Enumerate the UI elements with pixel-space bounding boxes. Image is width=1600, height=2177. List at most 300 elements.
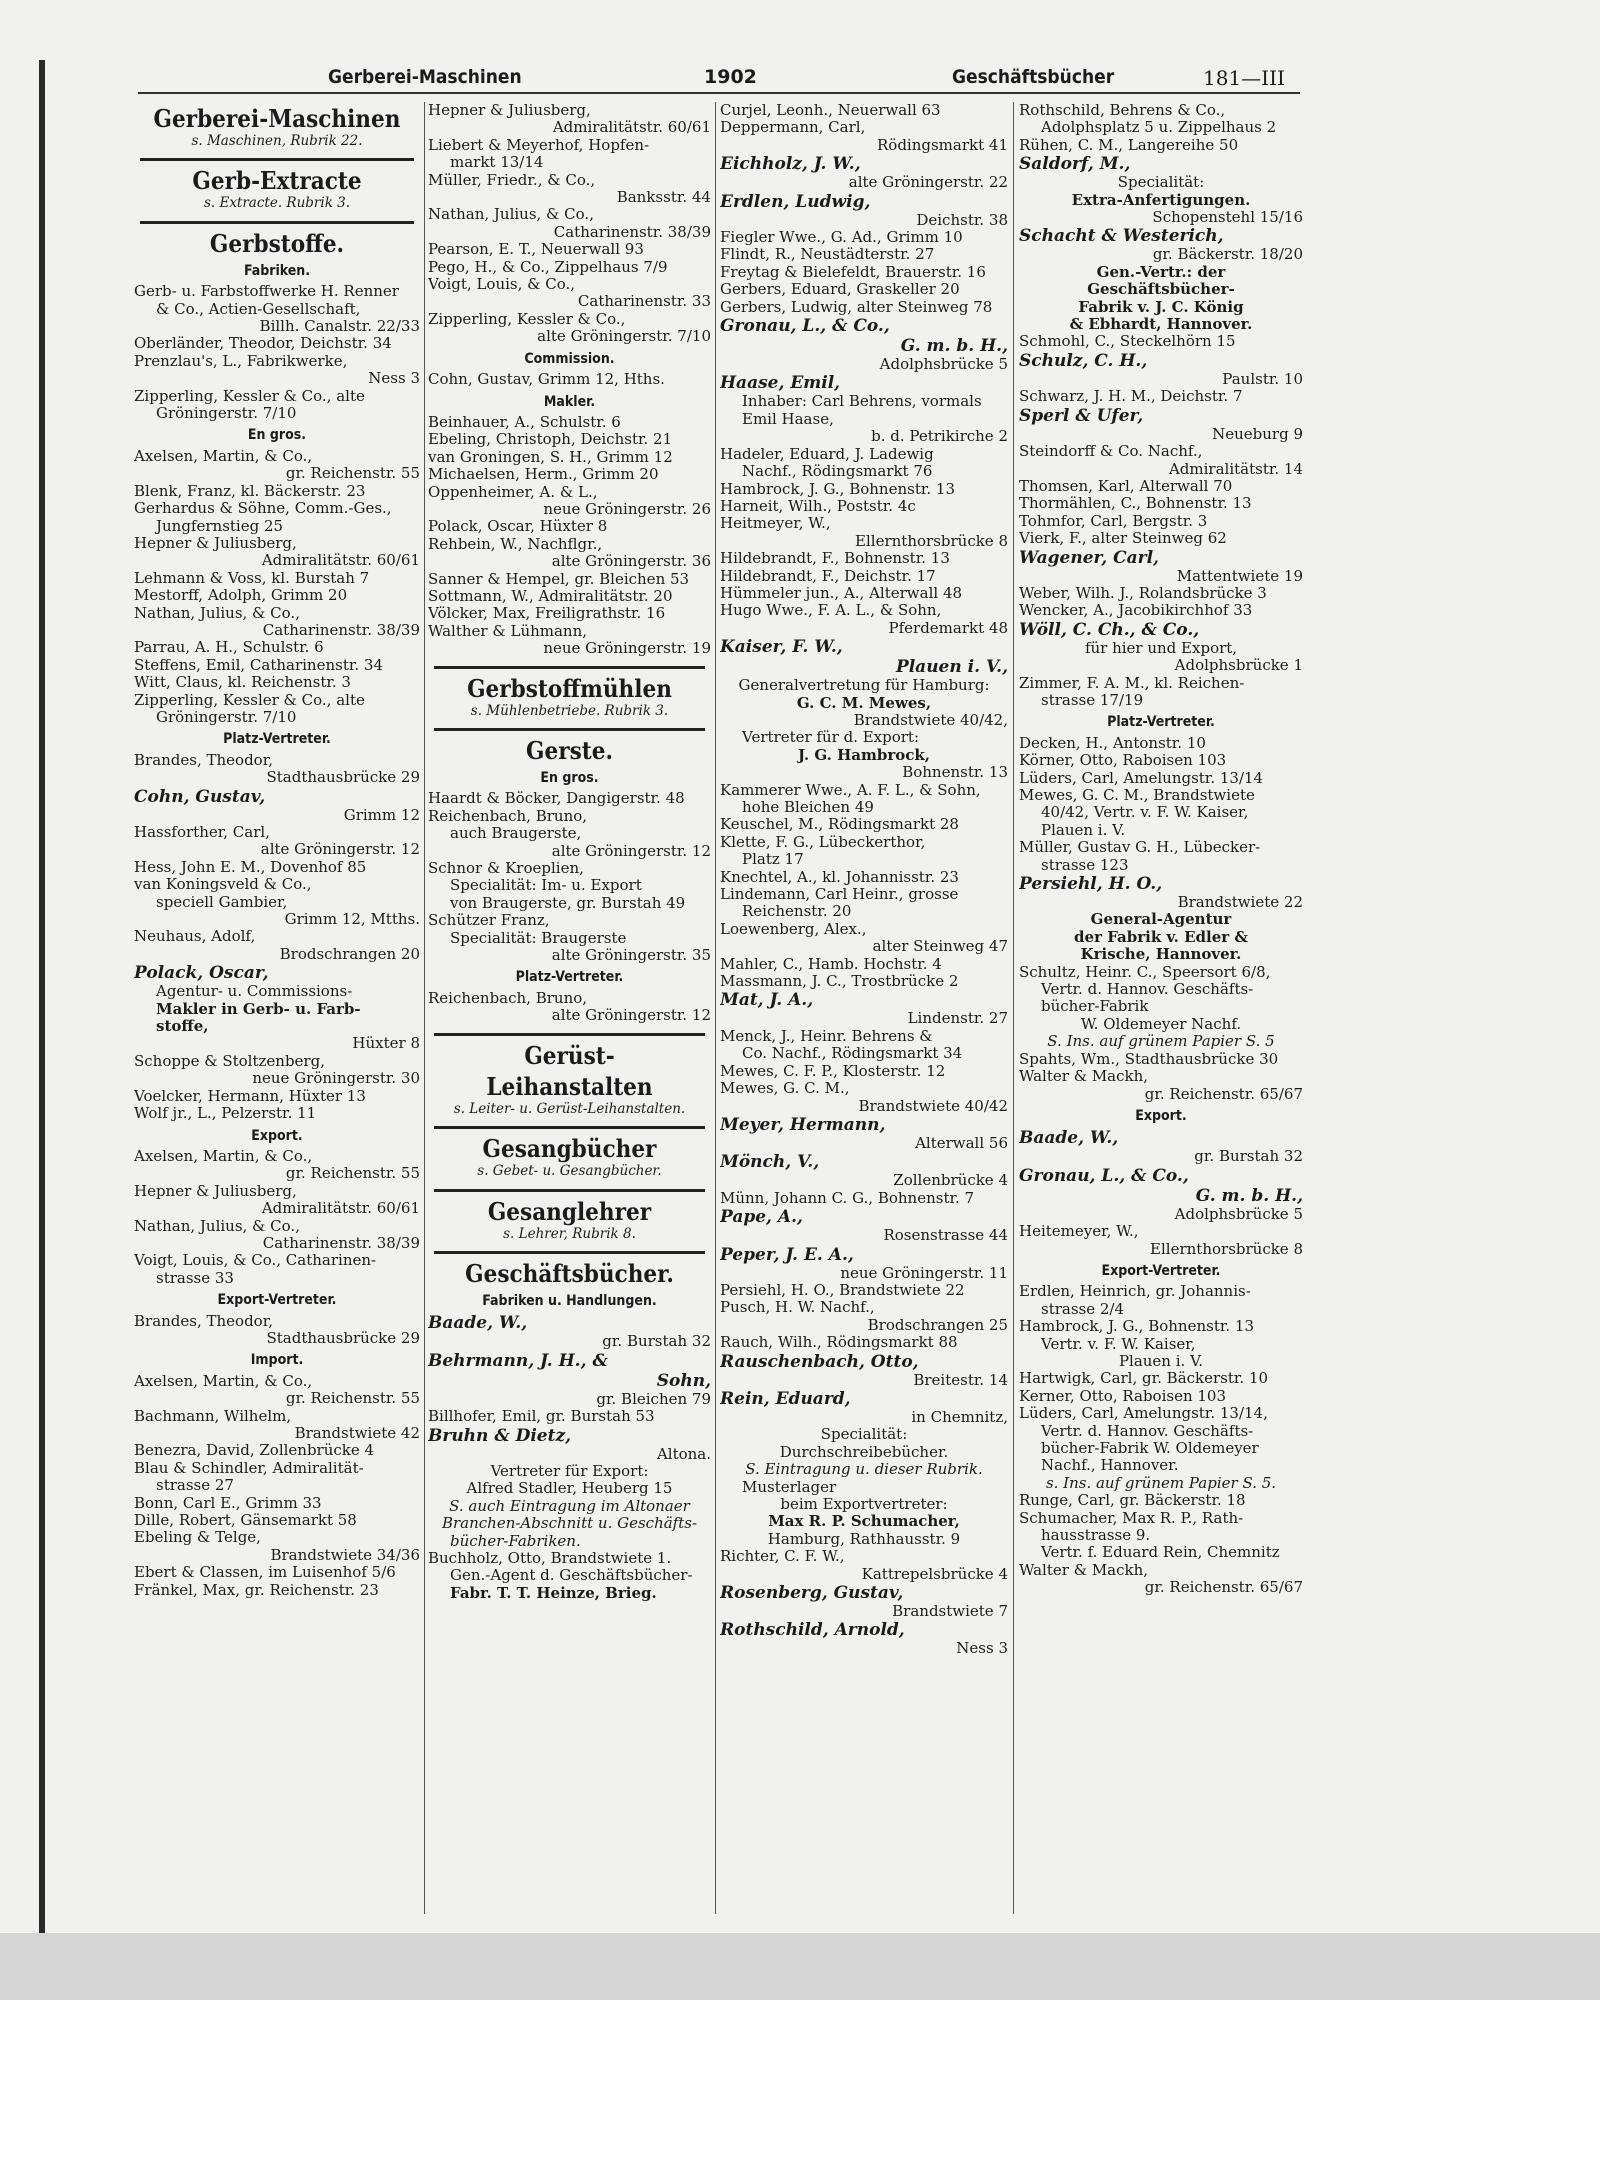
entry-line: Zipperling, Kessler & Co., [428, 310, 626, 328]
entry-line: Klette, F. G., Lübeckerthor, [720, 833, 926, 851]
entry-line: Zipperling, Kessler & Co., alte [134, 691, 365, 709]
entry-line: Stadthausbrücke 29 [266, 1329, 420, 1347]
column-divider [715, 102, 716, 1914]
entry-line: Grimm 12, Mtths. [284, 911, 420, 929]
entry-line: Körner, Otto, Raboisen 103 [1019, 752, 1227, 770]
entry-line: Neuhaus, Adolf, [134, 928, 256, 946]
section-rule [434, 1251, 705, 1254]
cross-reference-note: s. Maschinen, Rubrik 22. [191, 133, 363, 149]
entry-line: Fabr. T. T. Heinze, Brieg. [450, 1584, 657, 1602]
firm-name: Sperl & Ufer, [1019, 405, 1144, 426]
entry-line: Axelsen, Martin, & Co., [134, 447, 313, 465]
firm-name: Sohn, [656, 1370, 711, 1391]
entry-line: Alterwall 56 [915, 1134, 1008, 1152]
entry-line: Breitestr. 14 [913, 1371, 1008, 1389]
subsection-heading: En gros. [540, 770, 599, 786]
entry-line: Nathan, Julius, & Co., [428, 206, 594, 224]
entry-line: Reichenstr. 20 [742, 903, 852, 921]
section-rule [434, 1189, 705, 1192]
entry-line: Gröningerstr. 7/10 [156, 405, 297, 423]
entry-line: gr. Reichenstr. 55 [285, 1165, 420, 1183]
entry-line: Catharinenstr. 38/39 [262, 621, 420, 639]
entry-line: Brandstwiete 34/36 [270, 1546, 420, 1564]
entry-line: alte Gröningerstr. 35 [551, 947, 711, 965]
entry-line: Lindenstr. 27 [907, 1010, 1008, 1028]
firm-name: Rauschenbach, Otto, [720, 1351, 919, 1372]
entry-line: Hamburg, Rathhausstr. 9 [767, 1530, 961, 1548]
page-number: 181—III [1203, 66, 1285, 90]
entry-line: Decken, H., Antonstr. 10 [1019, 734, 1206, 752]
entry-line: Münn, Johann C. G., Bohnenstr. 7 [720, 1189, 975, 1207]
entry-line: Gen.-Agent d. Geschäftsbücher- [450, 1567, 693, 1585]
entry-line: General-Agentur [1090, 911, 1232, 929]
entry-line: G. C. M. Mewes, [796, 694, 932, 712]
entry-line: Pferdemarkt 48 [888, 619, 1008, 637]
header-rule [138, 92, 1300, 94]
entry-line: Nathan, Julius, & Co., [134, 1217, 300, 1235]
entry-line: Richter, C. F. W., [720, 1548, 845, 1566]
entry-line: strasse 33 [156, 1269, 234, 1287]
entry-line: neue Gröningerstr. 11 [840, 1264, 1008, 1282]
entry-line: Thomsen, Karl, Alterwall 70 [1019, 477, 1233, 495]
entry-line: Stadthausbrücke 29 [266, 769, 420, 787]
section-title: Geschäftsbücher. [465, 1258, 674, 1288]
entry-line: Ebert & Classen, im Luisenhof 5/6 [134, 1564, 396, 1582]
entry-line: Ness 3 [368, 370, 420, 388]
firm-name: Kaiser, F. W., [720, 637, 843, 658]
entry-line: Blenk, Franz, kl. Bäckerstr. 23 [134, 482, 366, 500]
entry-line: Branchen-Abschnitt u. Geschäfts- [441, 1515, 698, 1533]
entry-line: W. Oldemeyer Nachf. [1080, 1015, 1242, 1033]
firm-name: Haase, Emil, [720, 373, 841, 394]
subsection-heading: Commission. [524, 350, 615, 367]
entry-line: Müller, Gustav G. H., Lübecker- [1019, 839, 1261, 857]
section-title: Gerbstoffe. [209, 228, 345, 258]
entry-line: Wolf jr., L., Pelzerstr. 11 [134, 1105, 317, 1123]
subsection-heading: En gros. [247, 427, 307, 444]
entry-line: Wencker, A., Jacobikirchhof 33 [1019, 602, 1253, 620]
entry-line: Hess, John E. M., Dovenhof 85 [134, 858, 367, 876]
entry-line: Adolphsbrücke 5 [879, 356, 1008, 374]
entry-line: Brandes, Theodor, [134, 751, 274, 769]
entry-line: Durchschreibebücher. [779, 1443, 949, 1461]
entry-line: Vertreter für d. Export: [742, 729, 920, 747]
entry-line: Plauen i. V. [1118, 1352, 1204, 1370]
section-title: Gerste. [526, 736, 613, 765]
entry-line: Mahler, C., Hamb. Hochstr. 4 [720, 955, 942, 973]
entry-line: beim Exportvertreter: [780, 1496, 948, 1513]
entry-line: Kattrepelsbrücke 4 [861, 1565, 1008, 1583]
entry-line: Admiralitätstr. 60/61 [552, 119, 711, 137]
entry-line: Blau & Schindler, Admiralität- [134, 1459, 364, 1477]
entry-line: Benezra, David, Zollenbrücke 4 [134, 1442, 375, 1460]
entry-line: Heitemeyer, W., [1019, 1223, 1139, 1241]
entry-line: Sottmann, W., Admiralitätstr. 20 [428, 587, 673, 605]
entry-line: Knechtel, A., kl. Johannisstr. 23 [720, 868, 959, 886]
entry-line: Nachf., Hannover. [1041, 1457, 1179, 1475]
entry-line: Michaelsen, Herm., Grimm 20 [428, 466, 659, 484]
firm-name: Eichholz, J. W., [720, 154, 861, 175]
entry-line: Massmann, J. C., Trostbrücke 2 [720, 973, 959, 991]
entry-line: Hepner & Juliusberg, [428, 102, 591, 119]
subsection-heading: Platz-Vertreter. [515, 969, 624, 986]
entry-line: bücher-Fabrik [1041, 998, 1149, 1016]
entry-line: Haardt & Böcker, Dangigerstr. 48 [428, 790, 685, 808]
entry-line: Erdlen, Heinrich, gr. Johannis- [1019, 1283, 1251, 1301]
entry-line: Banksstr. 44 [616, 189, 711, 207]
entry-line: Pusch, H. W. Nachf., [720, 1299, 875, 1317]
entry-line: Menck, J., Heinr. Behrens & [720, 1027, 933, 1045]
entry-line: Brodschrangen 25 [867, 1316, 1008, 1334]
entry-line: Voigt, Louis, & Co., [428, 276, 576, 294]
entry-line: Bohnenstr. 13 [902, 764, 1008, 782]
entry-line: Lüders, Carl, Amelungstr. 13/14, [1019, 1405, 1268, 1423]
entry-line: Mewes, C. F. P., Klosterstr. 12 [720, 1062, 946, 1080]
entry-line: alte Gröningerstr. 12 [260, 841, 420, 859]
entry-line: Beinhauer, A., Schulstr. 6 [428, 413, 621, 431]
entry-line: Axelsen, Martin, & Co., [134, 1147, 313, 1165]
entry-line: gr. Bleichen 79 [596, 1390, 711, 1408]
entry-line: Hartwigk, Carl, gr. Bäckerstr. 10 [1019, 1370, 1269, 1388]
subsection-heading: Makler. [543, 393, 596, 410]
entry-line: Oppenheimer, A. & L., [428, 483, 598, 501]
header-right-keyword: Geschäftsbücher [952, 66, 1115, 88]
entry-line: neue Gröningerstr. 19 [543, 640, 711, 658]
entry-line: gr. Reichenstr. 65/67 [1144, 1085, 1303, 1103]
entry-line: Witt, Claus, kl. Reichenstr. 3 [134, 674, 351, 692]
entry-line: Thormählen, C., Bohnenstr. 13 [1019, 495, 1252, 513]
running-header [138, 66, 1300, 92]
entry-line: Schultz, Heinr. C., Speersort 6/8, [1019, 963, 1271, 981]
entry-line: Nachf., Rödingsmarkt 76 [742, 463, 933, 481]
entry-line: Hüxter 8 [352, 1035, 420, 1053]
section-title: Gerbstoffmühlen [467, 673, 672, 703]
entry-line: bücher-Fabrik W. Oldemeyer [1041, 1440, 1259, 1457]
firm-name: Mat, J. A., [720, 990, 814, 1011]
firm-name: Gronau, L., & Co., [720, 316, 890, 337]
entry-line: Catharinenstr. 33 [577, 293, 711, 311]
entry-line: strasse 27 [156, 1477, 234, 1495]
subsection-heading: Platz-Vertreter. [223, 731, 331, 748]
entry-line: Mewes, G. C. M., Brandstwiete [1019, 787, 1255, 804]
cross-reference-note: s. Leiter- u. Gerüst-Leihanstalten. [453, 1100, 686, 1117]
entry-line: Liebert & Meyerhof, Hopfen- [428, 136, 650, 154]
entry-line: Walther & Lühmann, [428, 622, 588, 640]
subsection-heading: Fabriken u. Handlungen. [482, 1292, 657, 1309]
firm-name: Polack, Oscar, [134, 963, 269, 984]
entry-line: Hümmeler jun., A., Alterwall 48 [720, 584, 963, 602]
entry-line: markt 13/14 [450, 154, 544, 172]
entry-line: Hugo Wwe., F. A. L., & Sohn, [720, 602, 942, 620]
entry-line: Emil Haase, [742, 410, 834, 428]
entry-line: Gröningerstr. 7/10 [156, 708, 297, 726]
cross-reference-note: s. Extracte. Rubrik 3. [203, 195, 351, 212]
entry-line: Adolphsbrücke 1 [1174, 657, 1303, 675]
entry-line: van Groningen, S. H., Grimm 12 [428, 448, 673, 466]
entry-line: Parrau, A. H., Schulstr. 6 [134, 639, 324, 657]
entry-line: alte Gröningerstr. 22 [848, 174, 1008, 192]
entry-line: Hepner & Juliusberg, [134, 1182, 297, 1200]
firm-name: Rosenberg, Gustav, [720, 1583, 904, 1604]
entry-line: strasse 2/4 [1041, 1300, 1125, 1318]
entry-line: Hassforther, Carl, [134, 824, 270, 841]
entry-line: Axelsen, Martin, & Co., [134, 1372, 313, 1390]
entry-line: Ebeling, Christoph, Deichstr. 21 [428, 431, 673, 449]
entry-line: bücher-Fabriken. [450, 1532, 581, 1550]
entry-line: alte Gröningerstr. 36 [551, 553, 711, 571]
entry-line: Brandes, Theodor, [134, 1312, 274, 1330]
firm-name: Mönch, V., [720, 1152, 820, 1173]
entry-line: alte Gröningerstr. 7/10 [537, 328, 711, 346]
firm-name: Plauen i. V., [895, 657, 1008, 678]
entry-line: gr. Bäckerstr. 18/20 [1152, 246, 1303, 264]
firm-name: Baade, W., [428, 1313, 528, 1334]
cross-reference-note: s. Gebet- u. Gesangbücher. [477, 1163, 662, 1180]
entry-line: Grimm 12 [343, 806, 420, 824]
entry-line: Generalvertretung für Hamburg: [738, 677, 990, 695]
entry-line: Harneit, Wilh., Poststr. 4c [720, 497, 916, 515]
entry-line: Gen.-Vertr.: der [1096, 263, 1226, 281]
firm-name: Wöll, C. Ch., & Co., [1019, 619, 1200, 640]
entry-line: hohe Bleichen 49 [742, 799, 874, 816]
firm-name: Gronau, L., & Co., [1019, 1165, 1189, 1186]
entry-line: Geschäftsbücher- [1087, 281, 1235, 299]
firm-name: G. m. b. H., [1195, 1185, 1303, 1206]
firm-name: Persiehl, H. O., [1019, 874, 1163, 895]
firm-name: Wagener, Carl, [1019, 547, 1159, 568]
subsection-heading: Fabriken. [243, 262, 311, 279]
cross-reference-note: s. Lehrer, Rubrik 8. [503, 1225, 636, 1242]
entry-line: Altona. [656, 1445, 711, 1463]
entry-line: Mattentwiete 19 [1176, 567, 1303, 585]
entry-line: Brodschrangen 20 [279, 945, 420, 963]
binding-edge [39, 60, 45, 1960]
entry-line: Voigt, Louis, & Co., Catharinen- [134, 1252, 377, 1270]
entry-line: Rehbein, W., Nachflgr., [428, 535, 603, 553]
entry-line: Brandstwiete 42 [294, 1425, 420, 1442]
entry-line: Bachmann, Wilhelm, [134, 1407, 292, 1425]
section-title: Gerb-Extracte [192, 166, 362, 196]
subsection-heading: Export. [1135, 1107, 1187, 1124]
entry-line: Lehmann & Voss, kl. Burstah 7 [134, 569, 370, 587]
entry-line: Deppermann, Carl, [720, 119, 866, 137]
firm-name: G. m. b. H., [900, 336, 1008, 357]
entry-line: Deichstr. 38 [916, 211, 1008, 229]
entry-line: Lindemann, Carl Heinr., grosse [720, 886, 959, 904]
entry-line: S. Eintragung u. dieser Rubrik. [745, 1461, 983, 1479]
firm-name: Schulz, C. H., [1019, 350, 1148, 371]
entry-line: Plauen i. V. [1041, 821, 1126, 839]
entry-line: Adolphsbrücke 5 [1174, 1205, 1303, 1223]
entry-line: Gerb- u. Farbstoffwerke H. Renner [134, 283, 399, 301]
section-title: Gesanglehrer [487, 1196, 652, 1226]
subsection-heading: Export. [251, 1127, 303, 1144]
entry-line: Schützer Franz, [428, 912, 550, 930]
entry-line: gr. Reichenstr. 65/67 [1144, 1579, 1303, 1597]
entry-line: von Braugerste, gr. Burstah 49 [450, 894, 686, 912]
entry-line: Voelcker, Hermann, Hüxter 13 [134, 1087, 366, 1105]
entry-line: gr. Reichenstr. 55 [285, 1390, 420, 1408]
entry-line: Hambrock, J. G., Bohnenstr. 13 [720, 480, 955, 498]
entry-line: speciell Gambier, [156, 893, 288, 911]
entry-line: Brandstwiete 22 [1177, 894, 1303, 912]
entry-line: Persiehl, H. O., Brandstwiete 22 [720, 1281, 965, 1299]
entry-line: Rödingsmarkt 41 [877, 136, 1008, 154]
column-1 [134, 102, 420, 1922]
entry-line: Billhofer, Emil, gr. Burstah 53 [428, 1408, 655, 1426]
entry-line: Fabrik v. J. C. König [1078, 298, 1244, 316]
entry-line: Schoppe & Stoltzenberg, [134, 1052, 325, 1070]
entry-line: S. Ins. auf grünem Papier S. 5 [1047, 1033, 1275, 1051]
entry-line: stoffe, [156, 1018, 209, 1036]
entry-line: alte Gröningerstr. 12 [551, 1007, 711, 1025]
entry-line: Ness 3 [956, 1640, 1008, 1658]
entry-line: Weber, Wilh. J., Rolandsbrücke 3 [1019, 584, 1267, 602]
entry-line: Schopenstehl 15/16 [1152, 209, 1303, 227]
entry-line: Bonn, Carl E., Grimm 33 [134, 1494, 322, 1512]
entry-line: Rosenstrasse 44 [883, 1227, 1008, 1245]
entry-line: 40/42, Vertr. v. F. W. Kaiser, [1041, 804, 1249, 822]
subsection-heading: Platz-Vertreter. [1107, 714, 1215, 731]
entry-line: Polack, Oscar, Hüxter 8 [428, 518, 608, 536]
entry-line: Reichenbach, Bruno, [428, 807, 588, 825]
firm-name: Behrmann, J. H., & [428, 1350, 608, 1371]
entry-line: b. d. Petrikirche 2 [871, 428, 1008, 446]
section-title: Gerüst- [524, 1040, 615, 1070]
firm-name: Meyer, Hermann, [720, 1114, 886, 1135]
entry-line: Brandstwiete 40/42, [853, 711, 1008, 729]
entry-line: Ebeling & Telge, [134, 1529, 261, 1547]
entry-line: Müller, Friedr., & Co., [428, 171, 596, 189]
entry-line: Brandstwiete 40/42 [858, 1097, 1008, 1115]
entry-line: Gerbers, Ludwig, alter Steinweg 78 [720, 298, 993, 316]
entry-line: Tohmfor, Carl, Bergstr. 3 [1019, 512, 1208, 530]
entry-line: Schwarz, J. H. M., Deichstr. 7 [1019, 388, 1243, 406]
entry-line: Prenzlau's, L., Fabrikwerke, [134, 352, 348, 370]
column-3 [720, 102, 1008, 1922]
firm-name: Schacht & Westerich, [1019, 226, 1224, 247]
section-title: Leihanstalten [486, 1071, 653, 1101]
entry-line: Zimmer, F. A. M., kl. Reichen- [1019, 674, 1245, 692]
firm-name: Cohn, Gustav, [134, 786, 266, 807]
subsection-heading: Import. [250, 1352, 304, 1369]
entry-line: Heitmeyer, W., [720, 515, 831, 533]
entry-line: Runge, Carl, gr. Bäckerstr. 18 [1019, 1492, 1246, 1510]
entry-line: Admiralitätstr. 14 [1168, 460, 1303, 478]
entry-line: Steindorff & Co. Nachf., [1019, 443, 1203, 461]
entry-line: Vertreter für Export: [490, 1462, 649, 1480]
entry-line: & Co., Actien-Gesellschaft, [156, 300, 361, 318]
entry-line: Buchholz, Otto, Brandstwiete 1. [428, 1549, 672, 1567]
entry-line: hausstrasse 9. [1041, 1527, 1151, 1545]
entry-line: Jungfernstieg 25 [156, 517, 284, 535]
entry-line: Steffens, Emil, Catharinenstr. 34 [134, 656, 384, 674]
entry-line: neue Gröningerstr. 30 [252, 1070, 420, 1088]
section-rule [140, 158, 414, 161]
entry-line: Makler in Gerb- u. Farb- [156, 1000, 361, 1018]
entry-line: Walter & Mackh, [1019, 1561, 1149, 1579]
entry-line: alte Gröningerstr. 12 [551, 842, 711, 860]
column-divider [424, 102, 425, 1914]
entry-line: van Koningsveld & Co., [134, 876, 312, 894]
entry-line: Vertr. v. F. W. Kaiser, [1041, 1335, 1196, 1353]
entry-line: Inhaber: Carl Behrens, vormals [742, 393, 982, 411]
entry-line: Pearson, E. T., Neuerwall 93 [428, 241, 644, 259]
entry-line: Gerbers, Eduard, Graskeller 20 [720, 281, 960, 299]
entry-line: Vertr. f. Eduard Rein, Chemnitz [1041, 1544, 1280, 1562]
section-title: Gerberei-Maschinen [153, 104, 401, 133]
entry-line: Zollenbrücke 4 [893, 1172, 1008, 1190]
section-title: Gesangbücher [482, 1134, 657, 1164]
firm-name: Saldorf, M., [1019, 154, 1131, 175]
firm-name: Bruhn & Dietz, [428, 1425, 572, 1446]
entry-line: Alfred Stadler, Heuberg 15 [466, 1480, 673, 1498]
firm-name: Pape, A., [720, 1207, 803, 1228]
entry-line: Nathan, Julius, & Co., [134, 604, 300, 622]
entry-line: Pego, H., & Co., Zippelhaus 7/9 [428, 258, 668, 276]
entry-line: Max R. P. Schumacher, [768, 1513, 960, 1531]
entry-line: Kammerer Wwe., A. F. L., & Sohn, [720, 781, 981, 799]
entry-line: Paulstr. 10 [1222, 370, 1303, 388]
entry-line: Rothschild, Behrens & Co., [1019, 102, 1226, 119]
entry-line: Flindt, R., Neustädterstr. 27 [720, 246, 935, 264]
entry-line: Agentur- u. Commissions- [156, 983, 353, 1001]
section-rule [434, 728, 705, 731]
entry-line: Specialität: [820, 1426, 908, 1444]
entry-line: Rühen, C. M., Langereihe 50 [1019, 136, 1239, 154]
entry-line: Hambrock, J. G., Bohnenstr. 13 [1019, 1318, 1254, 1336]
entry-line: in Chemnitz, [911, 1408, 1008, 1426]
entry-line: Specialität: [1117, 174, 1205, 192]
column-2 [428, 102, 711, 1922]
entry-line: Curjel, Leonh., Neuerwall 63 [720, 102, 941, 119]
entry-line: Mestorff, Adolph, Grimm 20 [134, 587, 348, 605]
entry-line: Vertr. d. Hannov. Geschäfts- [1041, 981, 1254, 999]
entry-line: Keuschel, M., Rödingsmarkt 28 [720, 816, 959, 834]
column-divider [1013, 102, 1014, 1914]
entry-line: Völcker, Max, Freiligrathstr. 16 [428, 605, 666, 623]
entry-line: Billh. Canalstr. 22/33 [259, 318, 420, 336]
entry-line: Ellernthorsbrücke 8 [855, 532, 1008, 550]
entry-line: Hildebrandt, F., Bohnenstr. 13 [720, 550, 950, 568]
entry-line: Oberländer, Theodor, Deichstr. 34 [134, 335, 392, 353]
entry-line: Platz 17 [742, 851, 804, 869]
entry-line: Zipperling, Kessler & Co., alte [134, 387, 365, 405]
entry-line: Lüders, Carl, Amelungstr. 13/14 [1019, 769, 1264, 787]
subsection-heading: Export-Vertreter. [217, 1292, 337, 1309]
firm-name: Baade, W., [1019, 1128, 1119, 1149]
entry-line: Gerhardus & Söhne, Comm.-Ges., [134, 500, 392, 518]
scan-bottom-margin [0, 1933, 1600, 2000]
entry-line: Schumacher, Max R. P., Rath- [1019, 1509, 1244, 1527]
entry-line: Catharinenstr. 38/39 [262, 1234, 420, 1252]
entry-line: Spahts, Wm., Stadthausbrücke 30 [1019, 1050, 1279, 1068]
entry-line: Sanner & Hempel, gr. Bleichen 53 [428, 570, 690, 588]
entry-line: gr. Reichenstr. 55 [285, 465, 420, 483]
entry-line: Cohn, Gustav, Grimm 12, Hths. [428, 371, 665, 389]
entry-line: Specialität: Braugerste [450, 929, 627, 947]
entry-line: s. Ins. auf grünem Papier S. 5. [1045, 1474, 1277, 1492]
entry-line: Specialität: Im- u. Export [450, 877, 642, 895]
entry-line: Loewenberg, Alex., [720, 920, 867, 938]
entry-line: Admiralitätstr. 60/61 [261, 552, 420, 570]
entry-line: alter Steinweg 47 [872, 938, 1008, 956]
firm-name: Rein, Eduard, [720, 1388, 851, 1409]
entry-line: Reichenbach, Bruno, [428, 989, 588, 1007]
entry-line: Dille, Robert, Gänsemarkt 58 [134, 1512, 357, 1530]
entry-line: auch Braugerste, [450, 825, 582, 843]
cross-reference-note: s. Mühlenbetriebe. Rubrik 3. [470, 702, 669, 719]
